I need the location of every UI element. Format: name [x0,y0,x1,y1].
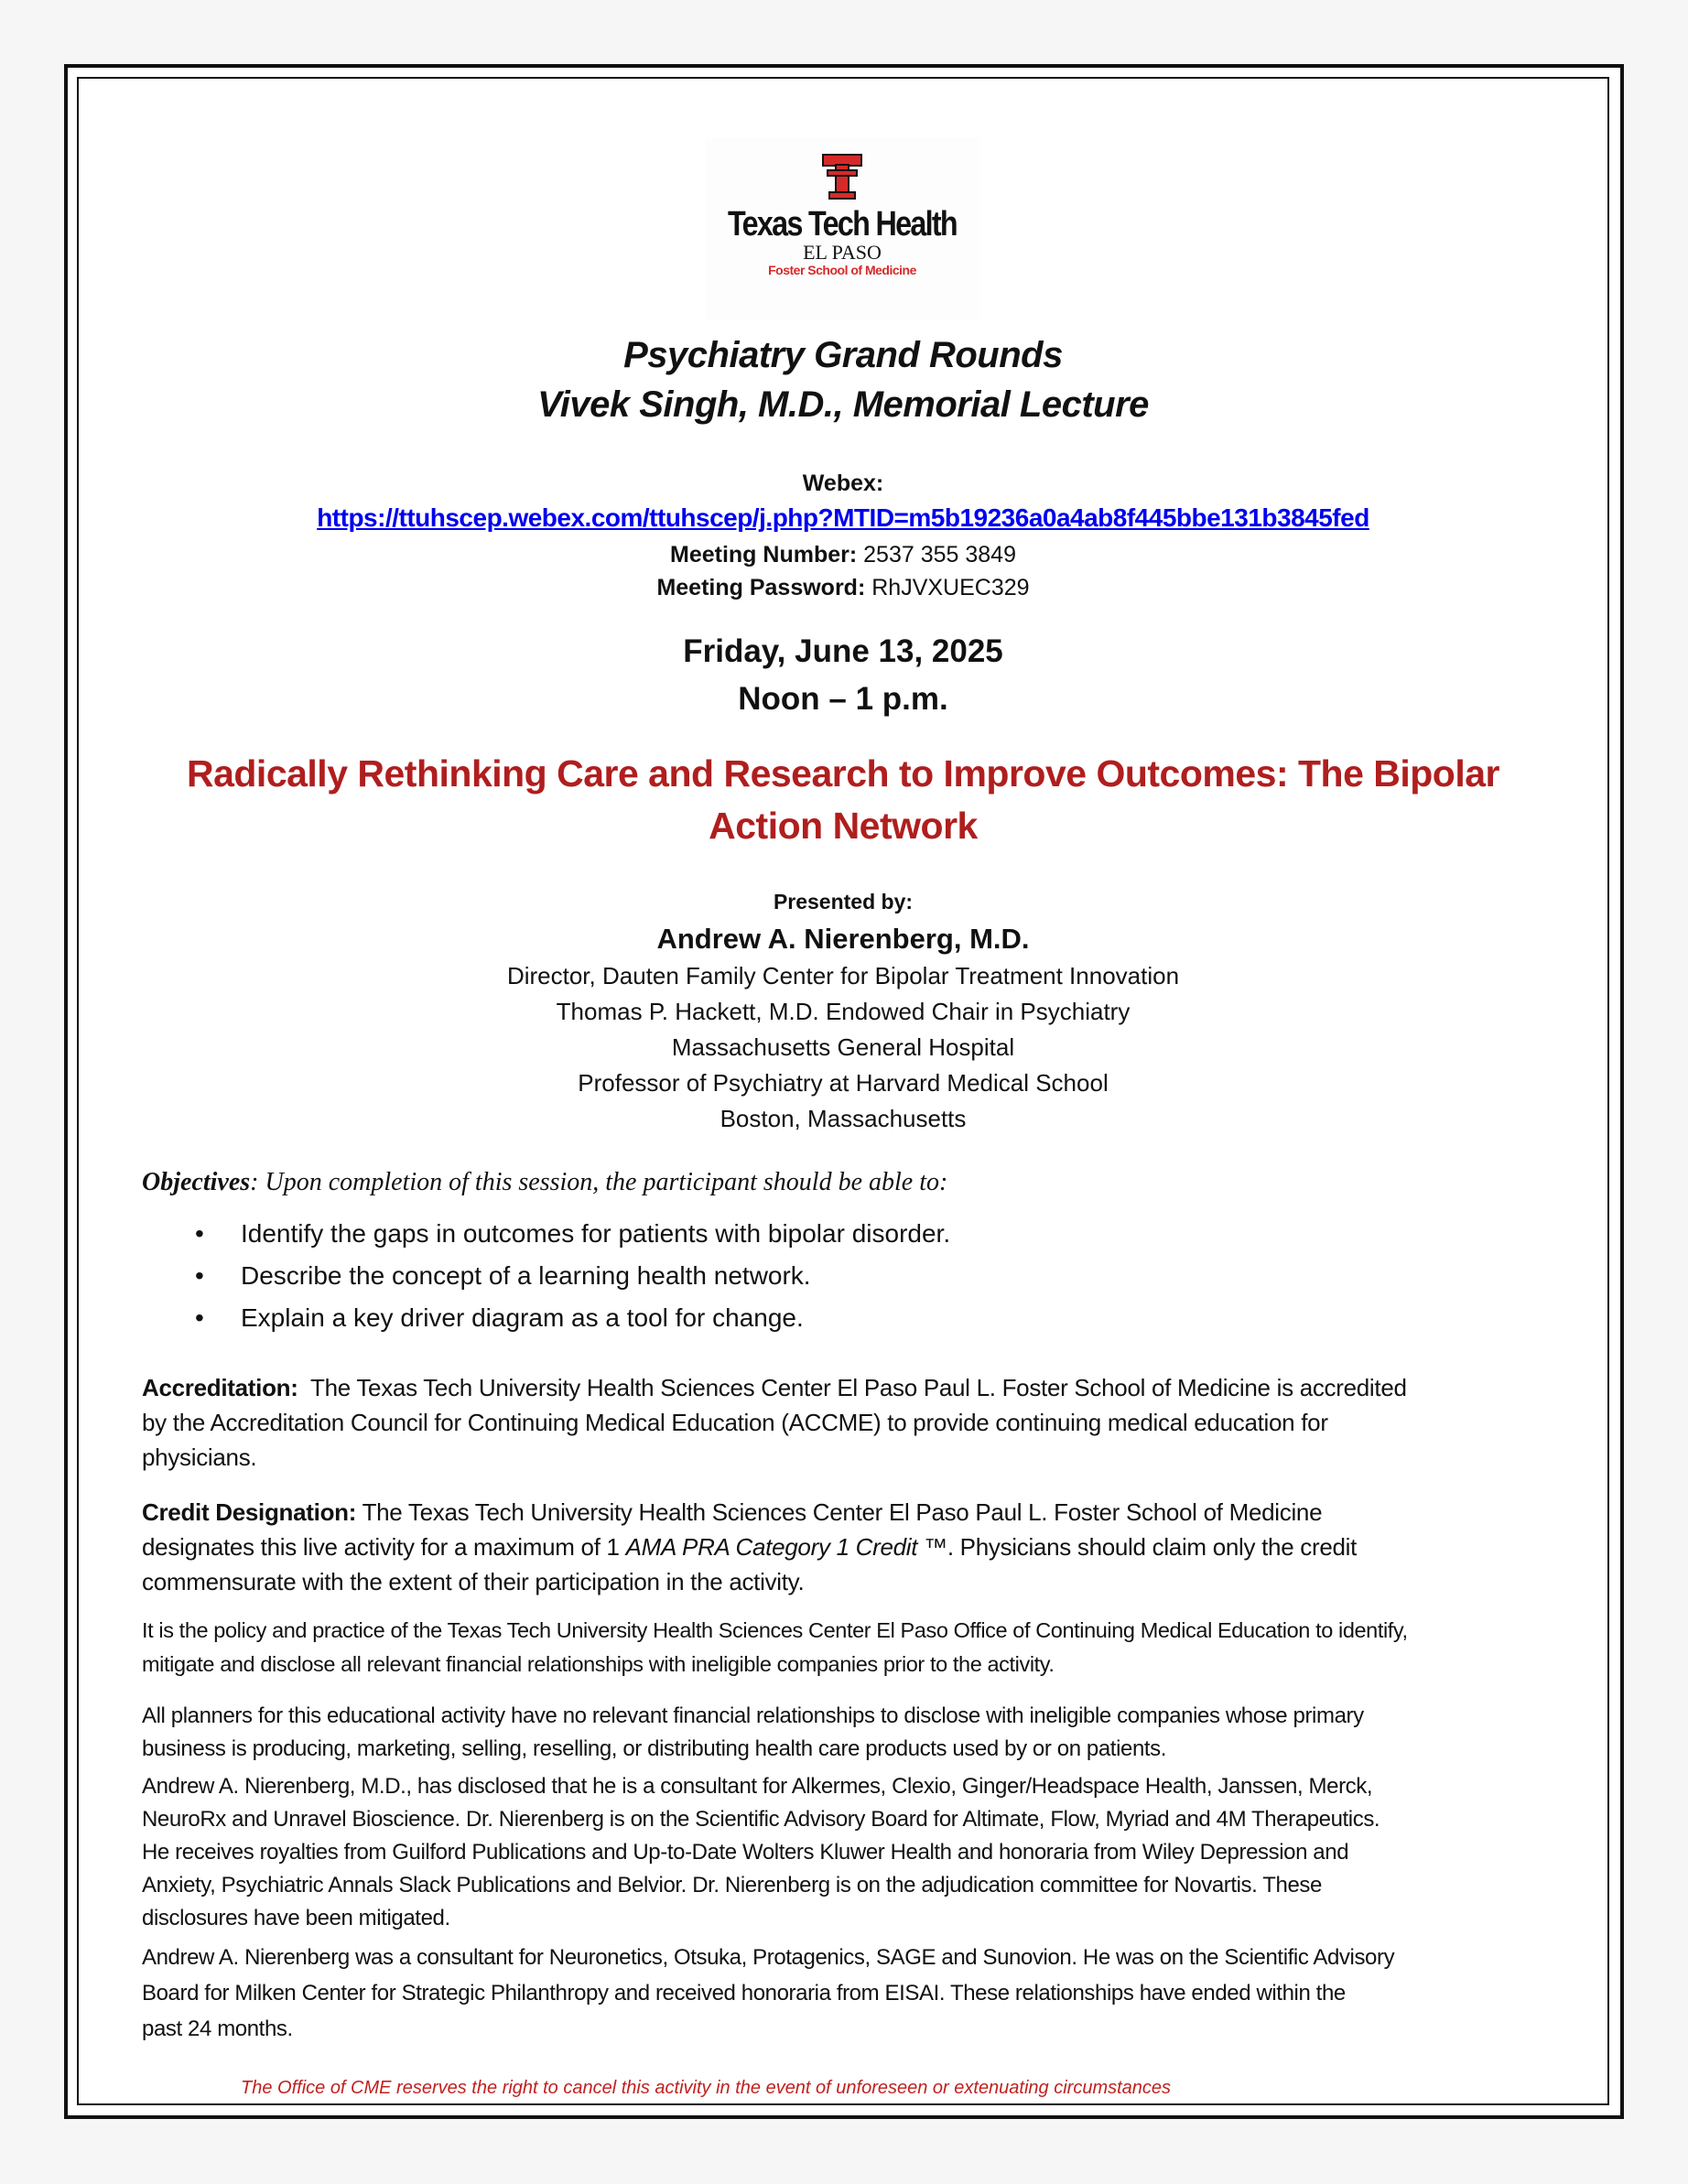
presenter-roles [77,958,1609,1137]
accreditation-paragraph [142,1370,1588,1475]
objectives-intro [142,1168,1588,1197]
presenter-role: Professor of Psychiatry at Harvard Medical School [578,1069,1109,1097]
meeting-password [77,575,1609,601]
meeting-password-value: RhJVXUEC329 [871,575,1030,600]
event-date: Friday, June 13, 2025 [683,633,1003,669]
disclosure-line: Anxiety, Psychiatric Annals Slack Publications and Belvior. Dr. Nierenberg is on the adjudication committee for Novartis. These [142,1873,1322,1897]
past-line: Board for Milken Center for Strategic Philanthropy and received honoraria from EISAI. These relationships have ended within the [142,1981,1346,2006]
accreditation-line: physicians. [142,1443,257,1471]
objective-item: • Identify the gaps in outcomes for patients with bipolar disorder. [142,1213,1588,1255]
webex-link[interactable]: https://ttuhscep.webex.com/ttuhscep/j.php?MTID=m5b19236a0a4ab8f445bbe131b3845fed [317,503,1369,532]
disclosure-line: disclosures have been mitigated. [142,1906,450,1930]
texas-tech-logo [705,137,979,320]
planners-paragraph [142,1700,1588,1766]
planners-line: All planners for this educational activity have no relevant financial relationships to disclose with ineligible companies whose primary [142,1703,1364,1728]
disclosure-line: He receives royalties from Guilford Publications and Up-to-Date Wolters Kluwer Health and honoraria from Wiley Depression and [142,1840,1349,1865]
meeting-number [77,542,1609,568]
planners-line: business is producing, marketing, selling, reselling, or distributing health care products used by or on patients. [142,1736,1167,1761]
objective-item: • Explain a key driver diagram as a tool for change. [142,1297,1588,1339]
talk-title-line1: Radically Rethinking Care and Research to Improve Outcomes: The Bipolar [186,752,1500,795]
accreditation-label: Accreditation: [142,1374,298,1401]
objectives-list [142,1213,1588,1339]
policy-line: mitigate and disclose all relevant financial relationships with ineligible companies prior to the activity. [142,1652,1055,1676]
past-relationships-paragraph [142,1940,1588,2047]
past-line: Andrew A. Nierenberg was a consultant for Neuronetics, Otsuka, Protagenics, SAGE and Sunovion. He was on the Scientific Advisory [142,1945,1395,1970]
credit-label: Credit Designation: [142,1498,357,1526]
talk-title-line2: Action Network [709,805,978,847]
credit-line: commensurate with the extent of their participation in the activity. [142,1568,805,1595]
objectives-label: Objectives [142,1168,251,1196]
meeting-number-label: Meeting Number: [670,542,858,568]
presenter-role: Thomas P. Hackett, M.D. Endowed Chair in Psychiatry [556,998,1131,1025]
memorial-lecture-title: Vivek Singh, M.D., Memorial Lecture [537,384,1149,425]
accreditation-line: The Texas Tech University Health Sciences Center El Paso Paul L. Foster School of Medicine is accredited [310,1374,1407,1401]
meeting-number-value: 2537 355 3849 [863,542,1016,568]
policy-line: It is the policy and practice of the Texas Tech University Health Sciences Center El Paso Office of Continuing Medical Education to identify, [142,1618,1408,1642]
past-line: past 24 months. [142,2016,293,2041]
credit-line: The Texas Tech University Health Sciences Center El Paso Paul L. Foster School of Medicine [362,1498,1323,1526]
cancellation-notice: The Office of CME reserves the right to cancel this activity in the event of unforeseen or extenuating circumstances [241,2078,1172,2098]
credit-line: . Physicians should claim only the credit [947,1533,1358,1561]
logo-school: Foster School of Medicine [768,263,916,277]
disclosure-paragraph [142,1770,1588,1935]
disclosure-line: Andrew A. Nierenberg, M.D., has disclosed that he is a consultant for Alkermes, Clexio, Ginger/Headspace Health, Janssen, Merck, [142,1774,1373,1799]
credit-line: designates this live activity for a maximum of 1 [142,1533,626,1561]
event-time: Noon – 1 p.m. [738,681,948,717]
presenter-role: Boston, Massachusetts [720,1105,967,1132]
credit-type: AMA PRA Category 1 Credit ™ [625,1533,947,1561]
policy-paragraph [142,1614,1588,1681]
objectives-text: : Upon completion of this session, the participant should be able to: [250,1168,948,1196]
meeting-password-label: Meeting Password: [656,575,866,600]
double-t-logo-icon [822,154,862,200]
accreditation-line: by the Accreditation Council for Continuing Medical Education (ACCME) to provide continuing medical education for [142,1409,1328,1436]
objective-item: • Describe the concept of a learning health network. [142,1255,1588,1297]
logo-name: Texas Tech Health [728,205,957,243]
logo-city: EL PASO [803,241,882,264]
presenter-name: Andrew A. Nierenberg, M.D. [656,923,1030,955]
webex-label: Webex: [802,470,884,496]
disclosure-line: NeuroRx and Unravel Bioscience. Dr. Nierenberg is on the Scientific Advisory Board for Altimate, Flow, Myriad and 4M Therapeutics. [142,1807,1380,1832]
presenter-role: Director, Dauten Family Center for Bipolar Treatment Innovation [506,962,1180,989]
event-series-title: Psychiatry Grand Rounds [623,335,1063,375]
presenter-role: Massachusetts General Hospital [671,1033,1015,1061]
credit-paragraph [142,1495,1588,1599]
presented-by-label: Presented by: [773,890,914,914]
